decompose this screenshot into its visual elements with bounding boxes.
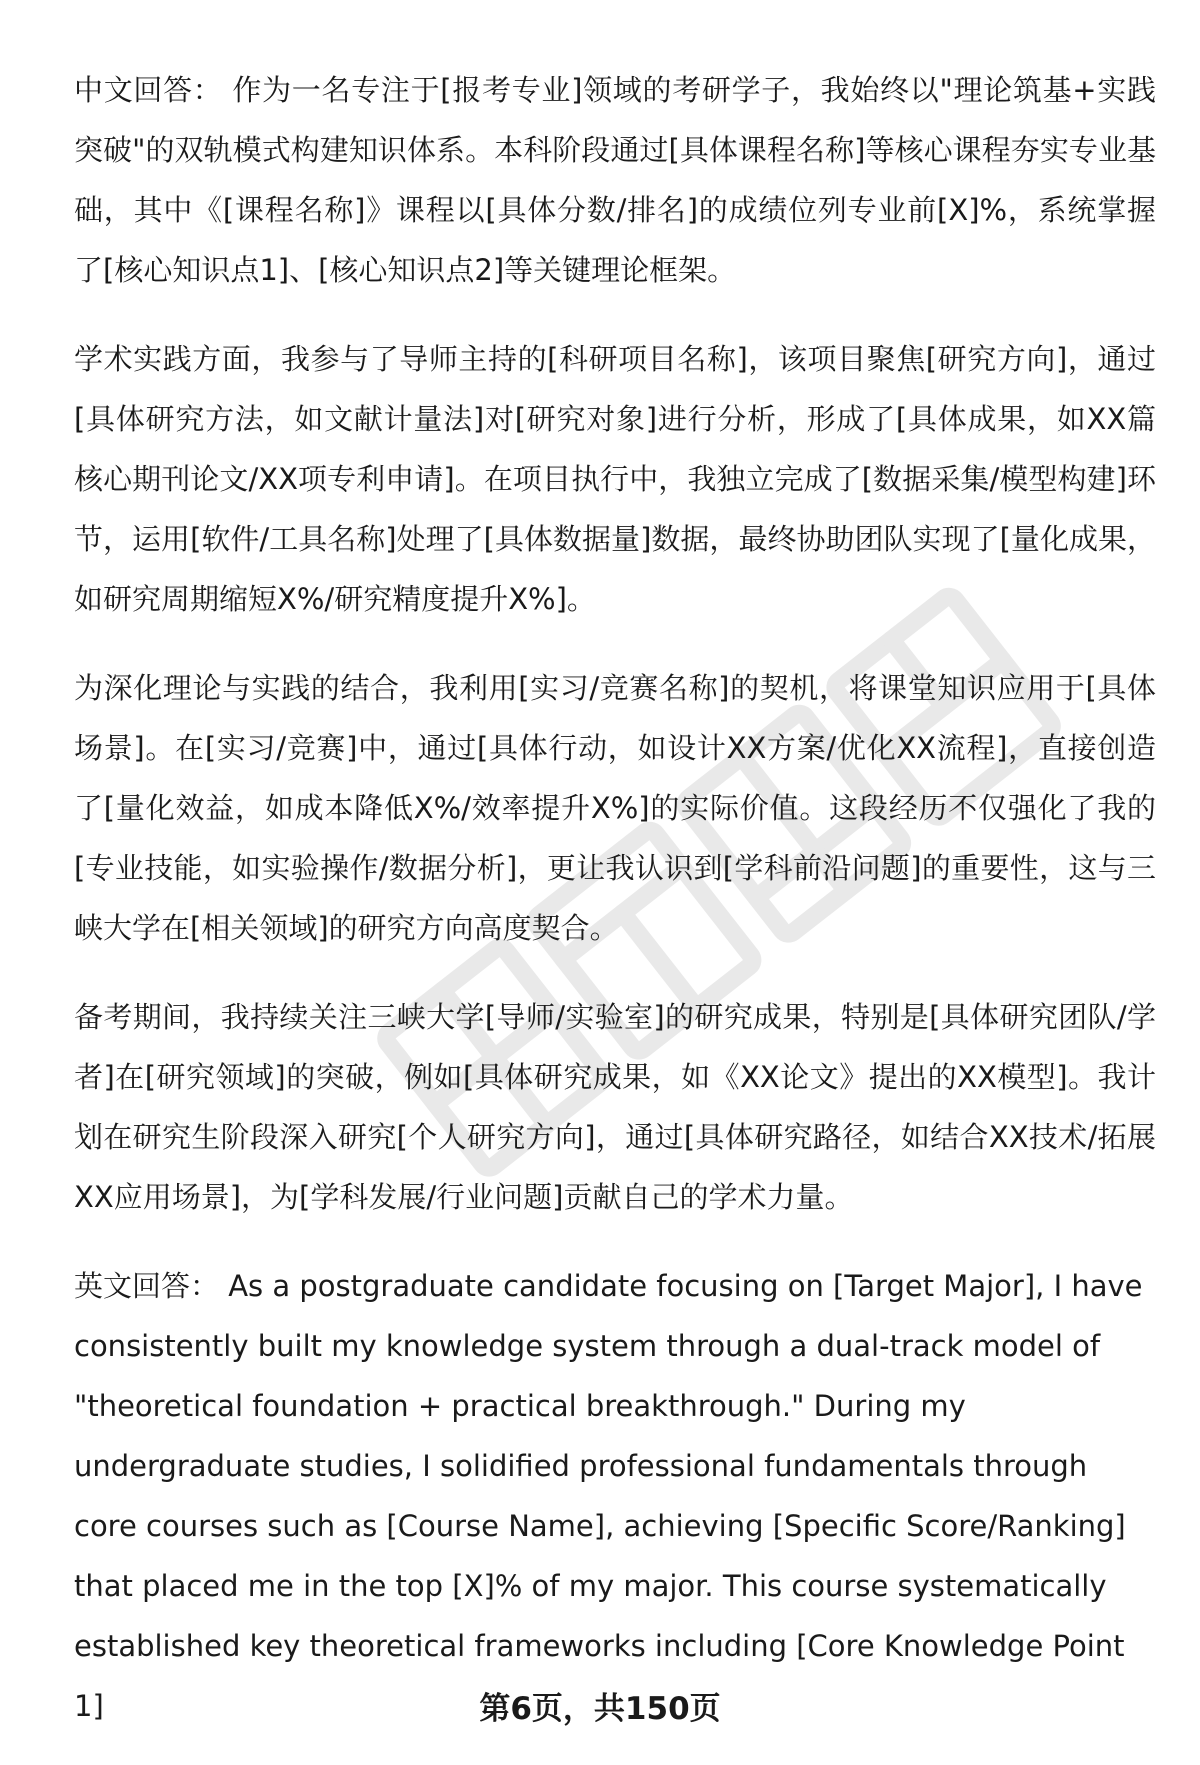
paragraph-internship: 为深化理论与实践的结合，我利用[实习/竞赛名称]的契机，将课堂知识应用于[具体场景]。在[实习/竞赛]中，通过[具体行动，如设计XX方案/优化XX流程]，直接创造了[量化效益，如成本降低X%/效率提升X%]的实际价值。这段经历不仅强化了我的[专业技能，如实验操作/数据分析]，更让我认识到[学科前沿问题]的重要性，这与三峡大学在[相关领域]的研究方向高度契合。: [74, 671, 1156, 945]
paragraph-academic-practice: 学术实践方面，我参与了导师主持的[科研项目名称]，该项目聚焦[研究方向]，通过[具体研究方法，如文献计量法]对[研究对象]进行分析，形成了[具体成果，如XX篇核心期刊论文/XX项专利申请]。在项目执行中，我独立完成了[数据采集/模型构建]环节，运用[软件/工具名称]处理了[具体数据量]数据，最终协助团队实现了[量化成果，如研究周期缩短X%/研究精度提升X%]。: [74, 342, 1156, 616]
document-body: [74, 60, 1156, 1765]
page-number-footer: 第6页，共150页: [479, 1691, 721, 1727]
paragraph-chinese-intro: 中文回答： 作为一名专注于[报考专业]领域的考研学子，我始终以"理论筑基+实践突破"的双轨模式构建知识体系。本科阶段通过[具体课程名称]等核心课程夯实专业基础，其中《[课程名称]》课程以[具体分数/排名]的成绩位列专业前[X]%，系统掌握了[核心知识点1]、[核心知识点2]等关键理论框架。: [74, 73, 1156, 287]
paragraph-english-answer: 英文回答： As a postgraduate candidate focusing on [Target Major], I have consistently built my knowledge system through a dual-track model of "theoretical foundation + practical breakthrough." During my undergraduate studies, I solidified professional fundamentals through core courses such as [Course Name], achieving [Specific Score/Ranking] that placed me in the top [X]% of my major. This course systematically established key theoretical frameworks including [Core Knowledge Point 1]: [74, 1269, 1143, 1723]
paragraph-exam-prep: 备考期间，我持续关注三峡大学[导师/实验室]的研究成果，特别是[具体研究团队/学者]在[研究领域]的突破，例如[具体研究成果，如《XX论文》提出的XX模型]。我计划在研究生阶段深入研究[个人研究方向]，通过[具体研究路径，如结合XX技术/拓展XX应用场景]，为[学科发展/行业问题]贡献自己的学术力量。: [74, 1000, 1156, 1214]
